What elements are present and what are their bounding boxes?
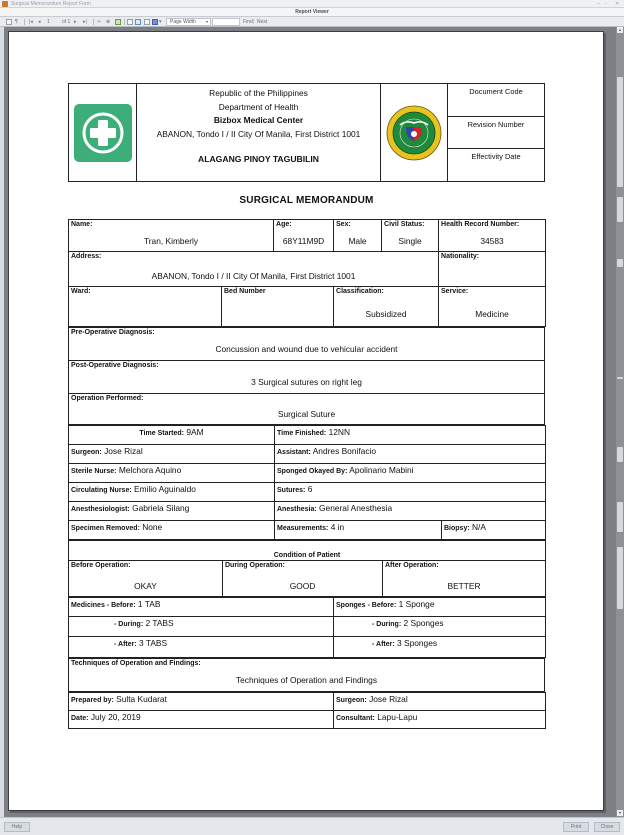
signature-surgeon-label: Surgeon:: [336, 697, 367, 704]
medicines-during-cell: [69, 617, 334, 637]
sterile-nurse-cell: [69, 464, 275, 483]
medical-cross-icon: [74, 104, 132, 162]
patient-sex: Male: [348, 236, 367, 246]
toolbar-separator: [93, 19, 94, 25]
after-operation-cell: [383, 561, 546, 597]
civil-status-label: Civil Status:: [384, 221, 425, 228]
measurements-label: Measurements:: [277, 525, 329, 532]
sex-cell: [334, 220, 382, 252]
find-link[interactable]: Find: [243, 19, 253, 25]
circulating-nurse-cell: [69, 483, 275, 502]
time-finished-label: Time Finished:: [277, 430, 327, 437]
specimen-label: Specimen Removed:: [71, 525, 140, 532]
surgeon-name: Jose Rizal: [104, 446, 143, 456]
measurements-cell: [275, 521, 442, 540]
window-titlebar: [0, 0, 624, 8]
revision-number-label: Revision Number: [448, 116, 544, 149]
classification-label: Classification:: [336, 288, 384, 295]
during-operation-cell: [223, 561, 383, 597]
prev-page-icon[interactable]: ◂: [38, 19, 41, 25]
sutures-label: Sutures:: [277, 487, 306, 494]
patient-age: 68Y11M9D: [282, 236, 325, 246]
refresh-icon[interactable]: [115, 19, 121, 25]
back-icon[interactable]: ⇦: [97, 19, 102, 25]
operation-cell: [69, 394, 545, 425]
medicines-during: 2 TABS: [145, 618, 174, 628]
scrollbar-track-segment: [617, 377, 623, 379]
time-started-label: Time Started:: [139, 430, 185, 437]
before-operation-value: OKAY: [134, 581, 157, 591]
document-map-icon[interactable]: [6, 19, 12, 25]
header-address: ABANON, Tondo I / II City Of Manila, First District 1001: [156, 128, 361, 139]
signature-surgeon-name: Jose Rizal: [369, 694, 408, 704]
app-icon: [2, 1, 8, 7]
scrollbar-track-segment: [617, 197, 623, 222]
sponges-during-cell: [334, 617, 546, 637]
logo-cell: [69, 84, 137, 181]
name-cell: [69, 220, 274, 252]
header-hospital-name: Bizbox Medical Center: [213, 115, 304, 125]
close-window-button[interactable]: ✕: [615, 1, 620, 7]
address-row: [69, 252, 546, 287]
surgeon-label: Surgeon:: [71, 449, 102, 456]
sterile-nurse-name: Melchora Aquino: [118, 465, 182, 475]
sponged-name: Apolinario Mabini: [349, 465, 414, 475]
sponges-after: 3 Sponges: [397, 638, 438, 648]
nurse-row: [69, 464, 546, 483]
specimen-value: None: [142, 522, 163, 532]
prepared-by-cell: [69, 693, 334, 711]
report-title: SURGICAL MEMORANDUM: [239, 195, 374, 206]
scrollbar-track-segment: [617, 259, 623, 267]
window-title: Surgical Memorandum Report Form: [11, 1, 91, 7]
after-operation-value: BETTER: [447, 581, 481, 591]
sutures-count: 6: [307, 484, 313, 494]
anesthesia-row: [69, 502, 546, 521]
vertical-scrollbar[interactable]: [616, 27, 624, 817]
address-label: Address:: [71, 253, 102, 260]
report-date: July 20, 2019: [90, 712, 141, 722]
patient-name: Tran, Kimberly: [143, 236, 199, 246]
maximize-button[interactable]: ▫: [605, 1, 607, 7]
sex-label: Sex:: [336, 221, 351, 228]
address-cell: [69, 252, 439, 287]
viewer-header: [0, 8, 624, 17]
service-cell: [439, 287, 546, 327]
consultant-cell: [334, 711, 546, 729]
header-institution: [137, 84, 381, 181]
sponges-after-cell: [334, 637, 546, 658]
document-code-label: Document Code: [469, 87, 523, 96]
scroll-down-icon[interactable]: ▾: [618, 810, 621, 815]
print-icon[interactable]: [127, 19, 133, 25]
first-page-icon[interactable]: |◂: [29, 19, 33, 25]
minimize-button[interactable]: –: [597, 1, 600, 7]
viewer-label: Report Viewer: [295, 9, 329, 15]
condition-table: [68, 540, 546, 597]
techniques-table: [68, 658, 545, 692]
post-op-label: Post-Operative Diagnosis:: [71, 362, 159, 369]
sterile-nurse-label: Sterile Nurse:: [71, 468, 117, 475]
zoom-select[interactable]: [166, 18, 211, 26]
health-record-cell: [439, 220, 546, 252]
during-counts-row: [69, 617, 546, 637]
anesthesia-cell: [275, 502, 546, 521]
anesthesia-type: General Anesthesia: [319, 503, 393, 513]
pre-op-row: [69, 328, 545, 361]
post-op-row: [69, 361, 545, 394]
bed-cell: [222, 287, 334, 327]
diagnosis-table: [68, 327, 545, 425]
export-dropdown-caret[interactable]: ▾: [159, 19, 162, 25]
techniques-cell: [69, 659, 545, 692]
parameters-icon[interactable]: ¶: [15, 19, 18, 25]
time-finished: 12NN: [328, 427, 351, 437]
measurements-value: 4 in: [330, 522, 345, 532]
report-toolbar: [0, 17, 624, 27]
condition-title: Condition of Patient: [273, 552, 341, 559]
specimen-cell: [69, 521, 275, 540]
toolbar-separator: |: [253, 19, 255, 25]
close-button[interactable]: Close: [594, 822, 620, 832]
sponges-before-label: Sponges - Before:: [336, 602, 397, 609]
scrollbar-track-segment: [617, 547, 623, 609]
medicines-before-label: Medicines - Before:: [71, 602, 136, 609]
patient-row: [69, 220, 546, 252]
seal-cell: [381, 84, 448, 181]
page-setup-icon[interactable]: [144, 19, 150, 25]
during-operation-label: During Operation:: [225, 562, 285, 569]
assistant-label: Assistant:: [277, 449, 311, 456]
assistant-cell: [275, 445, 546, 464]
medicines-during-label: - During:: [114, 621, 144, 628]
during-operation-value: GOOD: [289, 581, 316, 591]
time-started-cell: [69, 426, 275, 445]
surgeon-row: [69, 445, 546, 464]
ward-label: Ward:: [71, 288, 91, 295]
nationality-label: Nationality:: [441, 253, 480, 260]
print-button[interactable]: Print: [563, 822, 589, 832]
post-op-cell: [69, 361, 545, 394]
before-operation-label: Before Operation:: [71, 562, 131, 569]
health-record-number: 34583: [480, 236, 504, 246]
page-number-input[interactable]: 1: [47, 19, 50, 25]
operation-row: [69, 394, 545, 425]
sponged-label: Sponged Okayed By:: [277, 468, 348, 475]
print-layout-icon[interactable]: [135, 19, 141, 25]
prepared-row: [69, 693, 546, 711]
biopsy-cell: [442, 521, 546, 540]
sponges-before: 1 Sponge: [398, 599, 435, 609]
circulating-nurse-name: Emilio Aguinaldo: [134, 484, 196, 494]
next-page-icon[interactable]: ▸: [74, 19, 77, 25]
export-icon[interactable]: [152, 19, 158, 25]
find-input[interactable]: [212, 18, 240, 26]
condition-title-row: [69, 541, 546, 561]
pre-op-diagnosis: Concussion and wound due to vehicular accident: [215, 344, 398, 354]
header-department: Department of Health: [218, 101, 299, 112]
condition-title-cell: [69, 541, 546, 561]
medicines-after: 3 TABS: [139, 638, 168, 648]
scroll-up-icon[interactable]: ▴: [618, 27, 621, 32]
biopsy-value: N/A: [472, 522, 486, 532]
help-button[interactable]: Help: [4, 822, 30, 832]
before-operation-cell: [69, 561, 223, 597]
sponges-during: 2 Sponges: [403, 618, 444, 628]
effectivity-date-label: Effectivity Date: [448, 148, 544, 181]
post-op-diagnosis: 3 Surgical sutures on right leg: [251, 377, 362, 387]
pre-op-label: Pre-Operative Diagnosis:: [71, 329, 155, 336]
consultant-label: Consultant:: [336, 715, 375, 722]
circulating-row: [69, 483, 546, 502]
circulating-nurse-label: Circulating Nurse:: [71, 487, 132, 494]
toolbar-separator: [124, 19, 125, 25]
scrollbar-thumb[interactable]: [617, 77, 623, 187]
staff-table: [68, 425, 546, 540]
prepared-by-name: Sulta Kudarat: [116, 694, 167, 704]
after-operation-label: After Operation:: [385, 562, 439, 569]
techniques-row: [69, 659, 545, 692]
signature-surgeon-cell: [334, 693, 546, 711]
classification-cell: [334, 287, 439, 327]
patient-service: Medicine: [475, 309, 509, 319]
anesthesia-label: Anesthesia:: [277, 506, 317, 513]
sponged-cell: [275, 464, 546, 483]
medicines-before: 1 TAB: [137, 599, 161, 609]
anesthesiologist-cell: [69, 502, 275, 521]
specimen-row: [69, 521, 546, 540]
page-count: of 1: [62, 19, 71, 25]
medicines-after-label: - After:: [114, 641, 137, 648]
scrollbar-track-segment: [617, 447, 623, 462]
medicines-after-cell: [69, 637, 334, 658]
stop-icon[interactable]: ⊗: [106, 19, 111, 25]
signature-table: [68, 692, 546, 729]
consultant-name: Lapu-Lapu: [377, 712, 418, 722]
biopsy-label: Biopsy:: [444, 525, 470, 532]
chevron-down-icon: ▾: [205, 19, 208, 24]
after-counts-row: [69, 637, 546, 658]
doh-seal-icon: [386, 105, 442, 161]
name-label: Name:: [71, 221, 93, 228]
toolbar-separator: [24, 19, 25, 25]
header-tagline: ALAGANG PINOY TAGUBILIN: [198, 154, 319, 164]
date-row: [69, 711, 546, 729]
pre-op-cell: [69, 328, 545, 361]
anesthesiologist-label: Anesthesiologist:: [71, 506, 130, 513]
sutures-cell: [275, 483, 546, 502]
patient-info-table: [68, 219, 546, 327]
document-control: [448, 84, 544, 181]
sponges-before-cell: [334, 598, 546, 617]
health-record-label: Health Record Number:: [441, 221, 520, 228]
ward-cell: [69, 287, 222, 327]
dialog-footer: [0, 817, 624, 835]
sponges-after-label: - After:: [372, 641, 395, 648]
age-label: Age:: [276, 221, 292, 228]
last-page-icon[interactable]: ▸|: [83, 19, 87, 25]
patient-classification: Subsidized: [365, 309, 407, 319]
ward-row: [69, 287, 546, 327]
time-started: 9AM: [186, 427, 204, 437]
techniques-value: Techniques of Operation and Findings: [235, 675, 378, 685]
condition-row: [69, 561, 546, 597]
patient-address: ABANON, Tondo I / II City Of Manila, First District 1001: [151, 271, 356, 281]
patient-civil-status: Single: [398, 236, 422, 246]
medicines-before-cell: [69, 598, 334, 617]
techniques-label: Techniques of Operation and Findings:: [71, 660, 201, 667]
nationality-cell: [439, 252, 546, 287]
time-finished-cell: [275, 426, 546, 445]
date-label: Date:: [71, 715, 89, 722]
scrollbar-track-segment: [617, 502, 623, 532]
surgical-memorandum: [68, 83, 545, 729]
civil-status-cell: [382, 220, 439, 252]
medicines-sponges-table: [68, 597, 546, 658]
next-link[interactable]: Next: [257, 19, 268, 25]
anesthesiologist-name: Gabriela Silang: [132, 503, 190, 513]
prepared-by-label: Prepared by:: [71, 697, 114, 704]
operation-label: Operation Performed:: [71, 395, 144, 402]
operation-performed: Surgical Suture: [277, 409, 336, 419]
before-counts-row: [69, 598, 546, 617]
sponges-during-label: - During:: [372, 621, 402, 628]
time-row: [69, 426, 546, 445]
report-header: [68, 83, 545, 182]
surgeon-cell: [69, 445, 275, 464]
service-label: Service:: [441, 288, 469, 295]
header-republic: Republic of the Philippines: [209, 88, 308, 98]
bed-number-label: Bed Number: [224, 288, 266, 295]
date-cell: [69, 711, 334, 729]
assistant-name: Andres Bonifacio: [312, 446, 377, 456]
zoom-select-value: Page Width: [170, 19, 196, 25]
age-cell: [274, 220, 334, 252]
